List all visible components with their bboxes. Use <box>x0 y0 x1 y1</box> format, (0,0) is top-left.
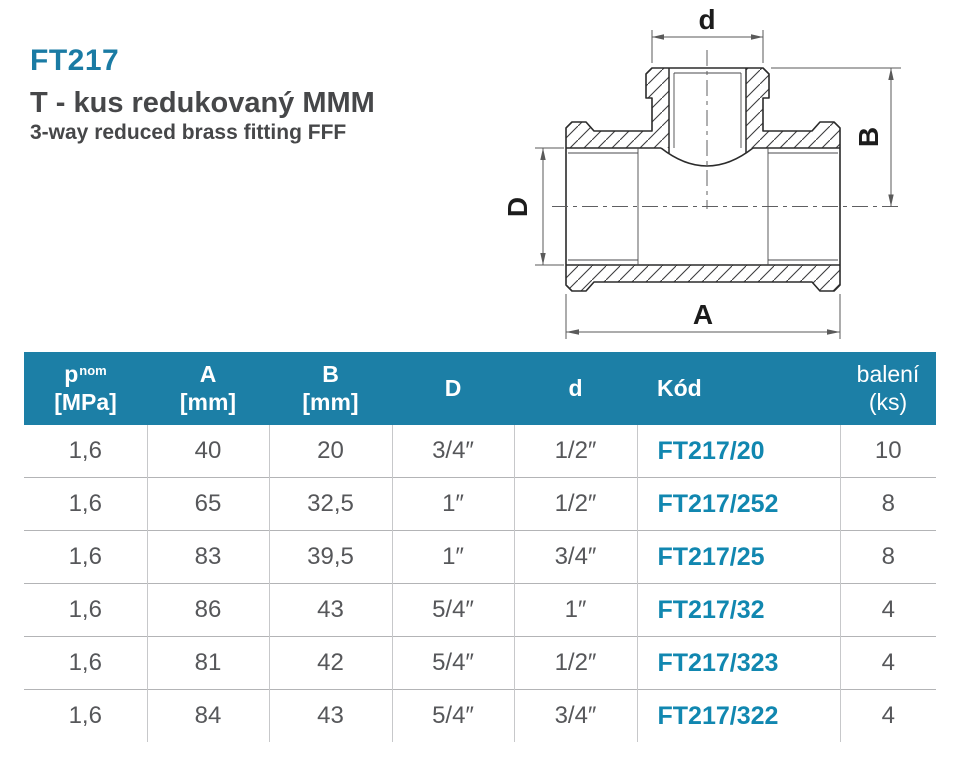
cell-d-large: 1″ <box>392 478 514 531</box>
table-row <box>24 637 936 690</box>
cell-pnom: 1,6 <box>24 584 147 637</box>
product-name-czech: T - kus redukovaný MMM <box>30 87 375 119</box>
cell-pack: 8 <box>840 531 936 584</box>
dim-label-A: A <box>692 299 714 330</box>
cell-pack: 4 <box>840 637 936 690</box>
thread-lines <box>568 73 838 265</box>
cell-code: FT217/25 <box>637 531 840 584</box>
title-block <box>30 46 375 147</box>
col-header-d-large: D <box>392 352 514 425</box>
cell-code: FT217/20 <box>637 425 840 478</box>
table-row <box>24 531 936 584</box>
cell-d-small: 1″ <box>514 584 637 637</box>
cell-b: 39,5 <box>269 531 392 584</box>
cell-d-large: 1″ <box>392 531 514 584</box>
cell-code: FT217/322 <box>637 690 840 743</box>
b-unit: [mm] <box>302 388 359 415</box>
cell-d-large: 5/4″ <box>392 690 514 743</box>
a-unit: [mm] <box>179 388 237 415</box>
col-header-d-small: d <box>514 352 637 425</box>
cell-code: FT217/32 <box>637 584 840 637</box>
pnom-unit: [MPa] <box>54 388 117 415</box>
dim-label-B: B <box>853 126 884 148</box>
dim-label-D: D <box>502 196 533 218</box>
cell-a: 83 <box>147 531 269 584</box>
table-row <box>24 690 936 743</box>
cell-d-small: 1/2″ <box>514 478 637 531</box>
cell-pack: 10 <box>840 425 936 478</box>
cell-d-small: 1/2″ <box>514 425 637 478</box>
fitting-outline <box>566 68 840 291</box>
pnom-subscript: nom <box>79 363 107 379</box>
cell-pnom: 1,6 <box>24 637 147 690</box>
product-code: FT217 <box>30 44 120 77</box>
pnom-symbol: p <box>64 361 79 388</box>
cell-pnom: 1,6 <box>24 478 147 531</box>
cell-b: 32,5 <box>269 478 392 531</box>
cell-d-large: 5/4″ <box>392 637 514 690</box>
cell-d-large: 3/4″ <box>392 425 514 478</box>
cell-a: 86 <box>147 584 269 637</box>
dim-label-d: d <box>698 4 716 35</box>
cell-pack: 8 <box>840 478 936 531</box>
col-header-code: Kód <box>637 352 840 425</box>
pack-label: balení <box>856 361 920 388</box>
cell-pnom: 1,6 <box>24 690 147 743</box>
bore-edges <box>566 68 840 265</box>
cell-b: 43 <box>269 690 392 743</box>
cell-d-small: 3/4″ <box>514 690 637 743</box>
cell-code: FT217/252 <box>637 478 840 531</box>
cell-pnom: 1,6 <box>24 425 147 478</box>
spec-table <box>24 352 936 742</box>
table-row <box>24 425 936 478</box>
b-label: B <box>322 361 339 388</box>
a-label: A <box>199 361 217 388</box>
cell-a: 40 <box>147 425 269 478</box>
table-row <box>24 584 936 637</box>
centerlines <box>552 50 902 209</box>
cell-a: 84 <box>147 690 269 743</box>
col-header-pack <box>840 352 936 425</box>
spec-table-header <box>24 352 936 425</box>
cell-a: 81 <box>147 637 269 690</box>
col-header-pnom <box>24 352 147 425</box>
cell-a: 65 <box>147 478 269 531</box>
table-row <box>24 478 936 531</box>
cell-d-small: 1/2″ <box>514 637 637 690</box>
cell-b: 42 <box>269 637 392 690</box>
cell-pnom: 1,6 <box>24 531 147 584</box>
cell-pack: 4 <box>840 690 936 743</box>
cell-b: 43 <box>269 584 392 637</box>
cell-code: FT217/323 <box>637 637 840 690</box>
cell-d-large: 5/4″ <box>392 584 514 637</box>
cell-d-small: 3/4″ <box>514 531 637 584</box>
fitting-cross-section <box>566 68 840 291</box>
col-header-b <box>269 352 392 425</box>
cell-b: 20 <box>269 425 392 478</box>
product-name-english: 3-way reduced brass fitting FFF <box>30 121 347 145</box>
cell-pack: 4 <box>840 584 936 637</box>
col-header-a <box>147 352 269 425</box>
pack-unit: (ks) <box>868 388 908 415</box>
fitting-section-drawing <box>480 0 960 350</box>
